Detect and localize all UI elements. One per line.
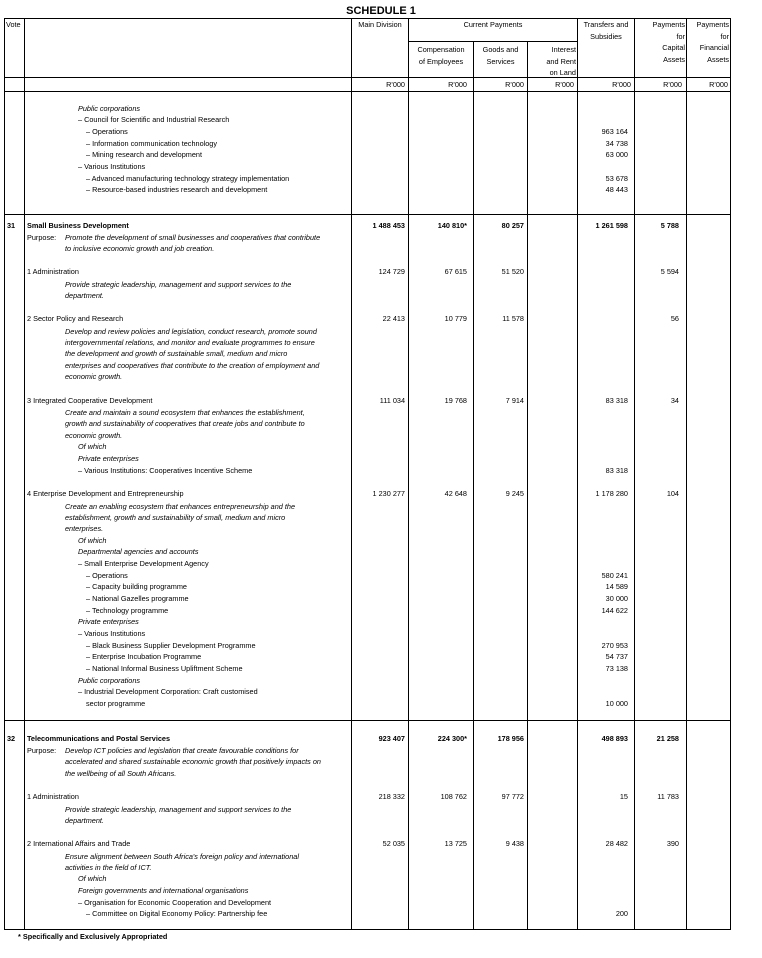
vote-number: 31 [7, 221, 16, 230]
row-label: – Technology programme [86, 606, 169, 615]
unit-transfers: R'000 [612, 80, 631, 89]
row-label: 4 Enterprise Development and Entrepreneurship [27, 489, 184, 498]
row-label: 1 Administration [27, 792, 79, 801]
amount-tr: 28 482 [605, 839, 628, 848]
row-label: Ensure alignment between South Africa's foreign policy and international [65, 852, 299, 861]
row-label: Small Business Development [27, 221, 129, 230]
unit-capital: R'000 [663, 80, 682, 89]
amount-md: 218 332 [378, 792, 405, 801]
amount-tr: 73 138 [605, 664, 628, 673]
col-line-1 [24, 18, 25, 930]
amount-ce: 108 762 [440, 792, 467, 801]
amount-gs: 9 245 [505, 489, 524, 498]
row-label: enterprises. [65, 524, 104, 533]
vote-31-separator [4, 214, 730, 215]
row-label: accelerated and shared sustainable economic growth that positively impacts on [65, 757, 321, 766]
amount-tr: 54 737 [605, 652, 628, 661]
row-label: – National Gazelles programme [86, 594, 189, 603]
amount-ca: 34 [670, 396, 679, 405]
row-label: Purpose: [27, 746, 57, 755]
row-label: – Committee on Digital Economy Policy: Partnership fee [86, 909, 268, 918]
amount-tr: 144 622 [601, 606, 628, 615]
footnote: * Specifically and Exclusively Appropriated [18, 932, 168, 941]
header-interest-rent: Interest and Rent on Land [546, 45, 576, 77]
unit-financial: R'000 [709, 80, 728, 89]
row-label: sector programme [86, 699, 146, 708]
header-transfers: Transfers and Subsidies [583, 20, 629, 41]
row-label: Provide strategic leadership, management and support services to the [65, 805, 292, 814]
unit-interest: R'000 [555, 80, 574, 89]
amount-tr: 200 [615, 909, 628, 918]
row-label: 1 Administration [27, 267, 79, 276]
row-label: Foreign governments and international organisations [78, 886, 249, 895]
row-label: Public corporations [78, 104, 141, 113]
amount-md: 1 230 277 [372, 489, 405, 498]
row-label: 2 Sector Policy and Research [27, 314, 124, 323]
col-line-9 [730, 18, 731, 930]
row-label: Create an enabling ecosystem that enhances entrepreneurship and the [65, 502, 296, 511]
header-capital-assets: Payments for Capital Assets [652, 20, 685, 64]
row-label: – Information communication technology [86, 139, 218, 148]
col-line-8 [686, 18, 687, 930]
amount-tr: 270 953 [601, 641, 628, 650]
row-label: intergovernmental relations, and monitor and evaluate programmes to ensure [65, 338, 315, 347]
vote-32-separator [4, 720, 730, 721]
amount-ca: 5 788 [660, 221, 679, 230]
row-label: – Small Enterprise Development Agency [78, 559, 209, 568]
row-label: 3 Integrated Cooperative Development [27, 396, 153, 405]
row-label: – Various Institutions [78, 629, 146, 638]
amount-ca: 104 [666, 489, 679, 498]
header-vote: Vote [6, 20, 21, 29]
amount-gs: 9 438 [505, 839, 524, 848]
amount-tr: 48 443 [605, 185, 628, 194]
table-border-bottom [4, 929, 730, 930]
amount-md: 124 729 [378, 267, 405, 276]
row-label: Purpose: [27, 233, 57, 242]
amount-ce: 13 725 [444, 839, 467, 848]
header-financial-assets: Payments for Financial Assets [696, 20, 729, 64]
row-label: – Capacity building programme [86, 582, 187, 591]
row-label: – Operations [86, 127, 128, 136]
amount-gs: 178 956 [497, 734, 524, 743]
amount-gs: 51 520 [501, 267, 524, 276]
header-current-payments: Current Payments [463, 20, 523, 29]
amount-ce: 140 810* [437, 221, 467, 230]
row-label: Telecommunications and Postal Services [27, 734, 171, 743]
amount-ce: 42 648 [444, 489, 467, 498]
row-label: Of which [78, 874, 107, 883]
row-label: Private enterprises [78, 617, 139, 626]
amount-ce: 224 300* [437, 734, 467, 743]
col-line-0 [4, 18, 5, 930]
row-label: Develop and review policies and legislation, conduct research, promote sound [65, 327, 317, 336]
header-main-division: Main Division [358, 20, 402, 29]
row-label: – Council for Scientific and Industrial Research [78, 115, 230, 124]
amount-ce: 10 779 [444, 314, 467, 323]
row-label: to inclusive economic growth and job creation. [65, 244, 215, 253]
amount-md: 52 035 [382, 839, 405, 848]
row-label: Public corporations [78, 676, 141, 685]
row-label: – Industrial Development Corporation: Craft customised [78, 687, 258, 696]
row-label: – Operations [86, 571, 128, 580]
row-label: Create and maintain a sound ecosystem that enhances the establishment, [65, 408, 305, 417]
amount-tr: 580 241 [601, 571, 628, 580]
amount-ca: 11 783 [657, 792, 679, 801]
row-label: – Various Institutions: Cooperatives Incentive Scheme [78, 466, 253, 475]
unit-goods: R'000 [505, 80, 524, 89]
row-label-cont: Promote the development of small businesses and cooperatives that contribute [65, 233, 321, 242]
amount-gs: 97 772 [501, 792, 524, 801]
row-label: 2 International Affairs and Trade [27, 839, 131, 848]
row-label: – Enterprise Incubation Programme [86, 652, 202, 661]
row-label-cont: Develop ICT policies and legislation that create favourable conditions for [65, 746, 299, 755]
row-label: the development and growth of sustainable small, medium and micro [65, 349, 288, 358]
row-label: Private enterprises [78, 454, 139, 463]
amount-gs: 7 914 [505, 396, 524, 405]
amount-ca: 5 594 [660, 267, 679, 276]
amount-ca: 390 [666, 839, 679, 848]
row-label: department. [65, 291, 104, 300]
amount-md: 923 407 [378, 734, 405, 743]
amount-tr: 1 261 598 [595, 221, 628, 230]
row-label: – Advanced manufacturing technology strategy implementation [86, 174, 290, 183]
row-label: economic growth. [65, 372, 123, 381]
amount-tr: 63 000 [605, 150, 628, 159]
amount-ce: 67 615 [444, 267, 467, 276]
row-label: – Various Institutions [78, 162, 146, 171]
amount-tr: 10 000 [605, 699, 628, 708]
amount-tr: 15 [619, 792, 628, 801]
amount-md: 1 488 453 [372, 221, 405, 230]
amount-gs: 80 257 [501, 221, 524, 230]
row-label: – Organisation for Economic Cooperation and Development [78, 898, 272, 907]
row-label: – Mining research and development [86, 150, 203, 159]
row-label: Departmental agencies and accounts [78, 547, 199, 556]
amount-tr: 83 318 [605, 466, 628, 475]
amount-tr: 34 738 [605, 139, 628, 148]
row-label: – Resource-based industries research and development [86, 185, 268, 194]
row-label: – National Informal Business Upliftment Scheme [86, 664, 243, 673]
row-label: activities in the field of ICT. [65, 863, 152, 872]
amount-tr: 83 318 [605, 396, 628, 405]
header-goods-services: Goods and Services [482, 45, 519, 66]
row-label: enterprises and cooperatives that contribute to the creation of employment and [65, 361, 320, 370]
current-payments-rule [408, 41, 578, 42]
amount-tr: 1 178 280 [595, 489, 628, 498]
amount-md: 111 034 [379, 396, 405, 405]
units-row-rule [4, 91, 730, 92]
amount-tr: 963 164 [601, 127, 628, 136]
header-bottom-rule [4, 77, 730, 78]
row-label: – Black Business Supplier Development Programme [86, 641, 256, 650]
row-label: economic growth. [65, 431, 123, 440]
row-label: department. [65, 816, 104, 825]
vote-number: 32 [7, 734, 16, 743]
row-label: Of which [78, 442, 107, 451]
col-line-5 [527, 41, 528, 930]
row-label: establishment, growth and sustainability of small, medium and micro [65, 513, 286, 522]
page-title: SCHEDULE 1 [346, 5, 416, 17]
amount-ca: 56 [670, 314, 679, 323]
amount-tr: 498 893 [601, 734, 628, 743]
row-label: Of which [78, 536, 107, 545]
amount-tr: 14 589 [605, 582, 628, 591]
amount-ce: 19 768 [444, 396, 467, 405]
amount-tr: 30 000 [605, 594, 628, 603]
unit-compensation: R'000 [448, 80, 467, 89]
row-label: growth and sustainability of cooperatives that create jobs and contribute to [65, 419, 305, 428]
amount-md: 22 413 [382, 314, 405, 323]
unit-main-division: R'000 [386, 80, 405, 89]
amount-ca: 21 258 [656, 734, 679, 743]
row-label: Provide strategic leadership, management and support services to the [65, 280, 292, 289]
row-label: the wellbeing of all South Africans. [65, 769, 177, 778]
amount-gs: 11 578 [502, 314, 524, 323]
header-compensation: Compensation of Employees [417, 45, 465, 66]
amount-tr: 53 678 [605, 174, 628, 183]
